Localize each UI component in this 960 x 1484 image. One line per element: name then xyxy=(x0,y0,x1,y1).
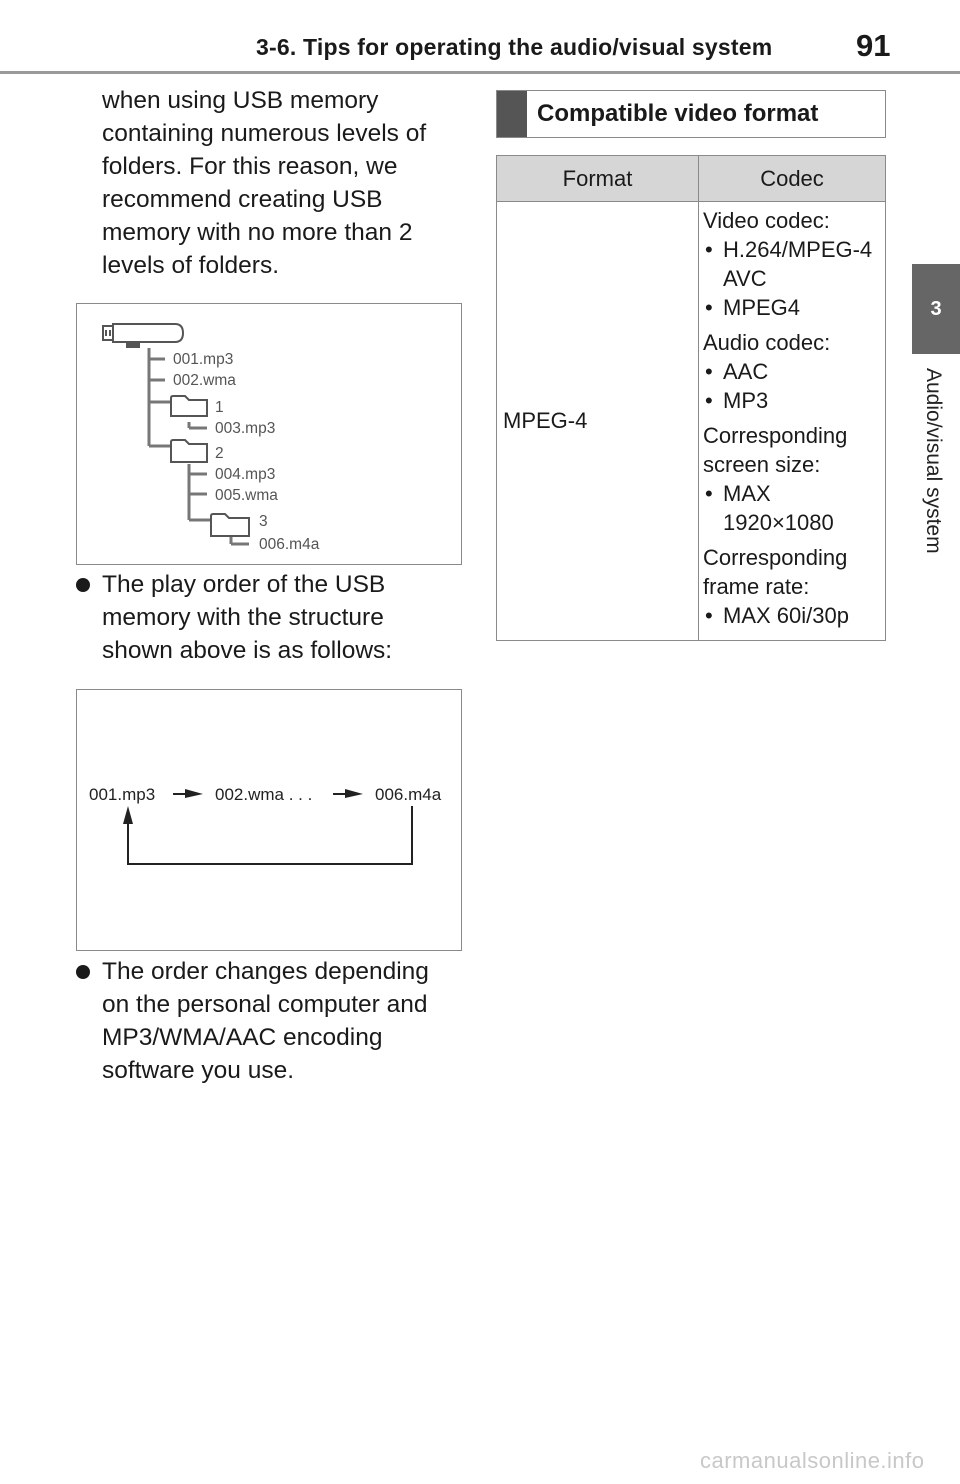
tree-folder-label: 1 xyxy=(215,399,224,416)
bullet-line: MP3/WMA/AAC encoding xyxy=(102,1024,383,1051)
codec-item: • H.264/MPEG-4 AVC xyxy=(703,235,879,293)
codec-group-label: Corresponding frame rate: xyxy=(703,545,848,599)
bullet-dot-icon xyxy=(76,965,90,979)
codec-group-screen-size xyxy=(703,421,879,537)
intro-line: when using USB memory xyxy=(102,87,379,114)
usb-memory-icon xyxy=(103,324,183,347)
page-number: 91 xyxy=(856,28,891,63)
intro-paragraph xyxy=(76,84,462,282)
codec-group-video xyxy=(703,206,879,322)
bullet-line: software you use. xyxy=(102,1057,295,1084)
usb-tree-diagram xyxy=(77,304,461,564)
video-format-heading-text: Compatible video format xyxy=(537,100,819,127)
play-order-figure xyxy=(76,689,462,951)
bullet-line: memory with the structure xyxy=(102,604,384,631)
bullet-line: shown above is as follows: xyxy=(102,637,393,664)
folder-icon xyxy=(171,440,207,462)
tree-file-label: 006.m4a xyxy=(259,536,320,553)
play-order-diagram xyxy=(77,690,461,950)
codec-item: • AAC xyxy=(703,357,879,386)
codec-item: • MPEG4 xyxy=(703,293,879,322)
codec-group-label: Corresponding screen size: xyxy=(703,423,848,477)
codec-item: • MAX 1920×1080 xyxy=(703,479,879,537)
section-header-title: 3-6. Tips for operating the audio/visual system xyxy=(256,34,773,60)
sequence-first-file: 001.mp3 xyxy=(89,785,156,804)
bullet-order-changes xyxy=(76,955,488,1087)
table-header-row xyxy=(497,156,886,202)
intro-line: containing numerous levels of xyxy=(102,120,427,147)
loop-back-arrow-icon xyxy=(123,806,412,864)
tree-folder-label: 2 xyxy=(215,445,224,462)
tree-file-label: 004.mp3 xyxy=(215,466,276,483)
bullet-play-order xyxy=(76,568,488,667)
video-format-heading xyxy=(496,90,886,138)
intro-line: memory with no more than 2 xyxy=(102,219,413,246)
codec-group-frame-rate xyxy=(703,543,879,630)
footer-watermark: carmanualsonline.info xyxy=(700,1448,925,1473)
header-divider xyxy=(0,71,960,74)
heading-marker xyxy=(497,91,527,137)
sequence-last-file: 006.m4a xyxy=(375,785,442,804)
bullet-line: on the personal computer and xyxy=(102,991,428,1018)
codec-group-label: Video codec: xyxy=(703,208,830,233)
arrow-right-icon xyxy=(333,789,363,798)
chapter-label: Audio/visual system xyxy=(922,368,945,554)
format-cell: MPEG-4 xyxy=(497,202,699,641)
codec-item: • MAX 60i/30p xyxy=(703,601,879,630)
tree-file-label: 002.wma xyxy=(173,372,236,389)
sequence-middle-file: 002.wma . . . xyxy=(215,785,313,804)
bullet-line: The order changes depending xyxy=(102,958,429,985)
intro-line: levels of folders. xyxy=(102,252,280,279)
bullet-dot-icon xyxy=(76,578,90,592)
bullet-line: The play order of the USB xyxy=(102,571,386,598)
intro-line: recommend creating USB xyxy=(102,186,383,213)
table-row xyxy=(497,202,886,641)
tree-file-label: 005.wma xyxy=(215,487,278,504)
tree-file-label: 003.mp3 xyxy=(215,420,276,437)
codec-group-label: Audio codec: xyxy=(703,330,831,355)
video-format-table xyxy=(496,155,886,641)
column-header-codec: Codec xyxy=(699,156,886,202)
intro-line: folders. For this reason, we xyxy=(102,153,398,180)
chapter-tab: 3 xyxy=(912,264,960,354)
column-header-format: Format xyxy=(497,156,699,202)
codec-group-audio xyxy=(703,328,879,415)
folder-icon xyxy=(211,514,249,536)
tree-folder-label: 3 xyxy=(259,513,268,530)
tree-file-label: 001.mp3 xyxy=(173,351,234,368)
codec-cell xyxy=(699,202,886,641)
usb-folder-tree-figure xyxy=(76,303,462,565)
arrow-right-icon xyxy=(173,789,203,798)
folder-icon xyxy=(171,396,207,416)
codec-item: • MP3 xyxy=(703,386,879,415)
